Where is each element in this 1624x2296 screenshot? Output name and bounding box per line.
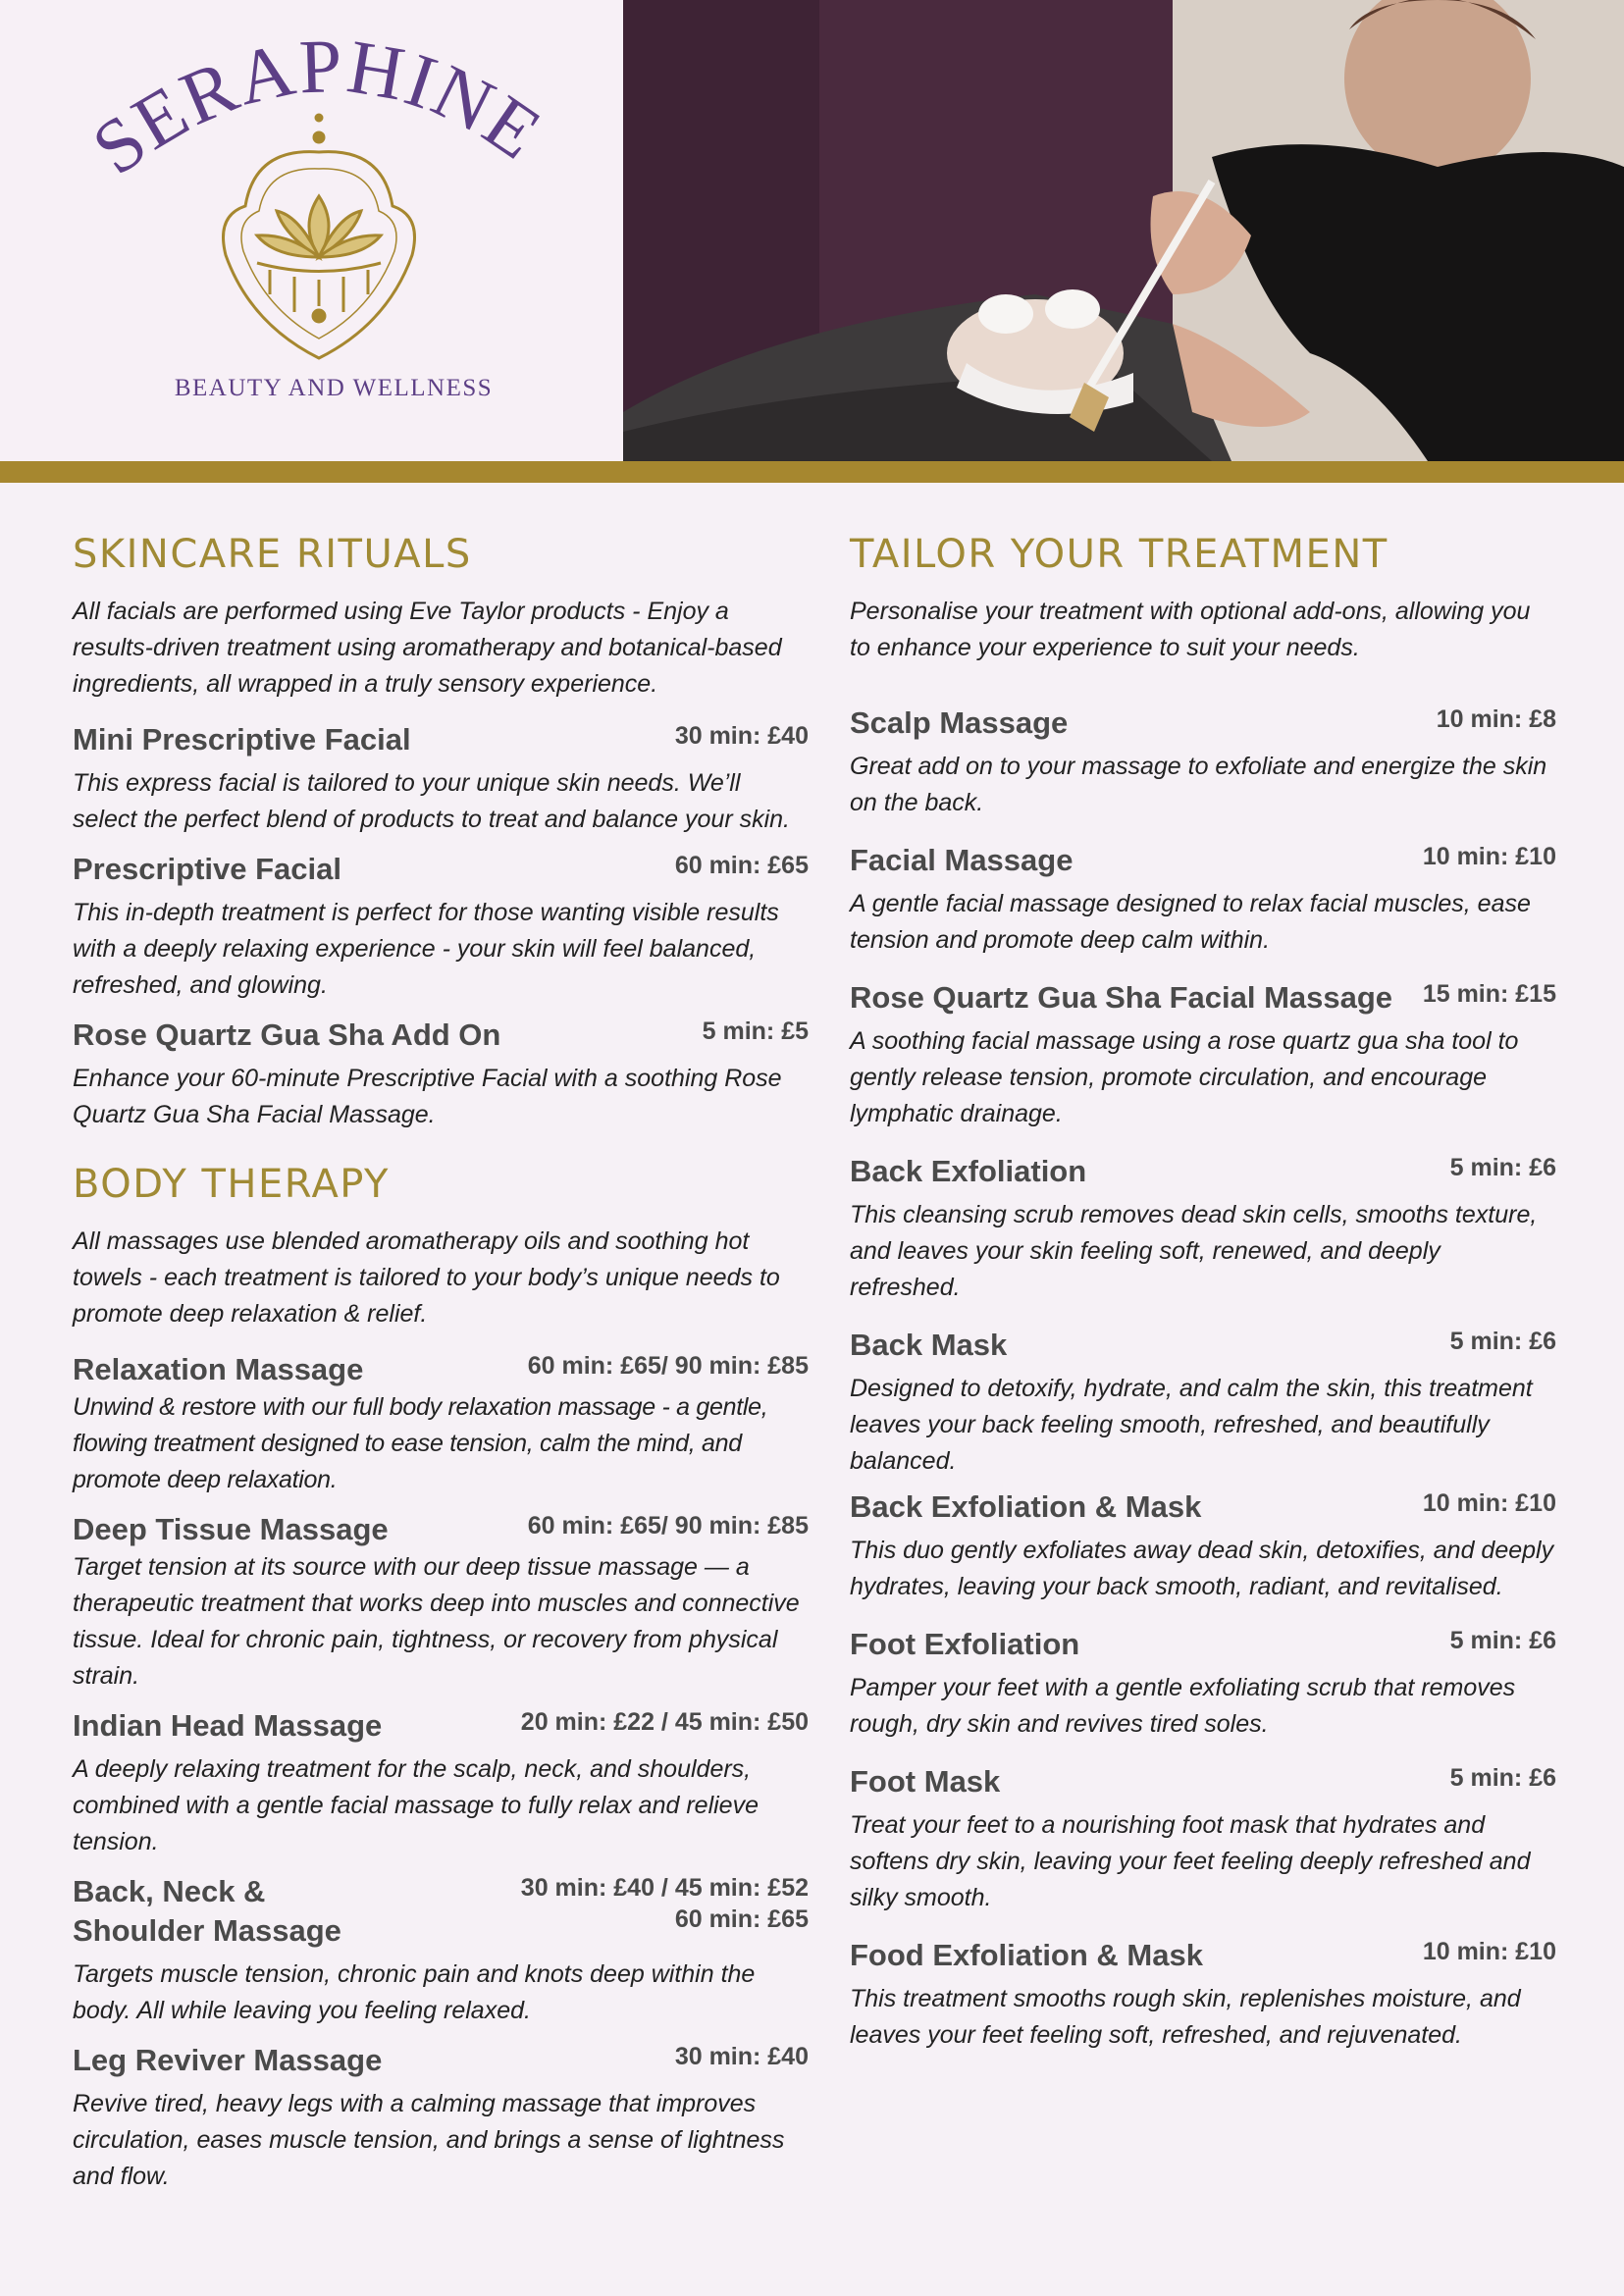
addon-description: Great add on to your massage to exfoliate and energize the skin on the back. [850,753,1547,816]
skincare-title: SKINCARE RITUALS [73,532,472,577]
treatment-price: 30 min: £40 [674,722,809,750]
left-column [73,525,809,2207]
tailor-intro: Personalise your treatment with optional add-ons, allowing you to enhance your experience to suit your needs. [850,598,1531,661]
treatment-item [73,1350,809,1498]
treatment-price: 60 min: £65/ 90 min: £85 [527,1352,809,1380]
addon-description: This treatment smooths rough skin, replenishes moisture, and leaves your feet feeling soft, refreshed, and rejuvenated. [850,1985,1521,2049]
treatment-description: This in-depth treatment is perfect for those wanting visible results with a deeply relaxing experience - your skin will feel balanced, refreshed, and glowing. [73,899,779,999]
treatment-price-option: 60 min: £65 [674,1905,809,1933]
addon-price: 10 min: £10 [1422,1489,1556,1517]
addon-item [850,978,1556,1132]
addon-price: 5 min: £6 [1449,1764,1556,1792]
lotus-mandala-icon [224,115,415,358]
brand-name: SERAPHINE [77,22,558,191]
addon-price: 15 min: £15 [1422,980,1556,1008]
addon-name: Foot Exfoliation [850,1627,1080,1661]
treatment-price: 30 min: £40 [674,2043,809,2070]
addon-item [850,1625,1556,1743]
treatment-price: 60 min: £65 [674,852,809,879]
treatment-price: 20 min: £22 / 45 min: £50 [520,1708,809,1736]
brand-tagline: BEAUTY AND WELLNESS [174,375,494,401]
treatment-price: 5 min: £5 [702,1018,809,1045]
treatment-name: Prescriptive Facial [73,852,341,886]
addon-description: Pamper your feet with a gentle exfoliating scrub that removes rough, dry skin and revives tired soles. [850,1674,1516,1738]
treatment-name: Indian Head Massage [73,1708,383,1743]
header [0,0,1624,461]
treatment-description: Revive tired, heavy legs with a calming massage that improves circulation, eases muscle tension, and brings a sense of lightness and flow. [73,2090,785,2190]
treatment-description: A deeply relaxing treatment for the scalp, neck, and shoulders, combined with a gentle facial massage to fully relax and relieve tension. [73,1755,759,1855]
addon-item [850,1936,1556,2054]
treatment-name: Mini Prescriptive Facial [73,722,411,757]
addon-price: 5 min: £6 [1449,1154,1556,1181]
treatment-description: Enhance your 60-minute Prescriptive Facial with a soothing Rose Quartz Gua Sha Facial Massage. [73,1065,782,1128]
hero-photo [623,0,1624,461]
addon-price: 10 min: £10 [1422,843,1556,870]
treatment-item [73,1510,809,1695]
svg-text:SERAPHINE [77,23,557,191]
treatment-name: Relaxation Massage [73,1352,364,1386]
addon-price: 5 min: £6 [1449,1328,1556,1355]
treatment-item [73,1872,809,2029]
treatment-name: Back, Neck & Shoulder Massage [73,1874,341,1948]
treatment-description: Unwind & restore with our full body relaxation massage - a gentle, flowing treatment designed to ease tension, calm the mind, and promote deep relaxation. [73,1393,768,1493]
treatment-item [73,2041,809,2195]
addon-name: Food Exfoliation & Mask [850,1938,1203,1972]
addon-name: Rose Quartz Gua Sha Facial Massage [850,980,1393,1015]
treatment-name: Rose Quartz Gua Sha Add On [73,1018,501,1052]
addon-price: 10 min: £10 [1422,1938,1556,1965]
treatment-item [73,1016,809,1133]
addon-name: Foot Mask [850,1764,1001,1799]
treatment-price [521,1872,809,1935]
body-therapy-intro: All massages use blended aromatherapy oils and soothing hot towels - each treatment is tailored to your body’s unique needs to promote deep relaxation & relief. [73,1227,780,1328]
addon-item [850,704,1556,821]
addon-description: This duo gently exfoliates away dead skin, detoxifies, and deeply hydrates, leaving your back smooth, radiant, and revitalised. [850,1537,1554,1600]
addon-description: A gentle facial massage designed to relax facial muscles, ease tension and promote deep calm within. [850,890,1531,954]
addon-description: Treat your feet to a nourishing foot mask that hydrates and softens dry skin, leaving your feet feeling deeply refreshed and silky smooth. [850,1811,1531,1911]
tailor-title: TAILOR YOUR TREATMENT [850,532,1388,577]
addon-name: Back Mask [850,1328,1008,1362]
addon-name: Back Exfoliation [850,1154,1087,1188]
treatment-name: Leg Reviver Massage [73,2043,383,2077]
treatment-item [73,850,809,1004]
addon-price: 5 min: £6 [1449,1627,1556,1654]
body-therapy-title: BODY THERAPY [73,1162,390,1207]
right-column [850,525,1556,2073]
addon-name: Back Exfoliation & Mask [850,1489,1202,1524]
addon-item [850,1487,1556,1605]
addon-price: 10 min: £8 [1436,705,1556,733]
treatment-item [73,1706,809,1860]
logo-panel [0,0,623,461]
addon-item [850,1326,1556,1480]
addon-item [850,1152,1556,1306]
treatment-description: Target tension at its source with our deep tissue massage — a therapeutic treatment that works deep into muscles and connective tissue. Ideal for chronic pain, tightness, or recovery from physical strain. [73,1553,800,1690]
addon-item [850,1762,1556,1916]
addon-description: This cleansing scrub removes dead skin cells, smooths texture, and leaves your skin feeling soft, renewed, and deeply refreshed. [850,1201,1538,1301]
treatment-price: 60 min: £65/ 90 min: £85 [527,1512,809,1539]
treatment-item [73,720,809,838]
facial-treatment-photo-icon [623,0,1624,461]
treatment-price-option: 30 min: £40 / 45 min: £52 [520,1874,809,1902]
gold-divider [0,461,1624,483]
skincare-intro: All facials are performed using Eve Taylor products - Enjoy a results-driven treatment using aromatherapy and botanical-based ingredients, all wrapped in a truly sensory experience. [73,598,782,698]
treatment-description: Targets muscle tension, chronic pain and knots deep within the body. All while leaving you feeling relaxed. [73,1960,756,2024]
treatment-name: Deep Tissue Massage [73,1512,389,1546]
addon-description: Designed to detoxify, hydrate, and calm the skin, this treatment leaves your back feeling smooth, refreshed, and beautifully balanced. [850,1375,1533,1475]
addon-name: Facial Massage [850,843,1074,877]
addon-description: A soothing facial massage using a rose quartz gua sha tool to gently release tension, promote circulation, and encourage lymphatic drainage. [850,1027,1519,1127]
treatment-description: This express facial is tailored to your unique skin needs. We’ll select the perfect blend of products to treat and balance your skin. [73,769,790,833]
addon-item [850,841,1556,959]
addon-name: Scalp Massage [850,705,1069,740]
